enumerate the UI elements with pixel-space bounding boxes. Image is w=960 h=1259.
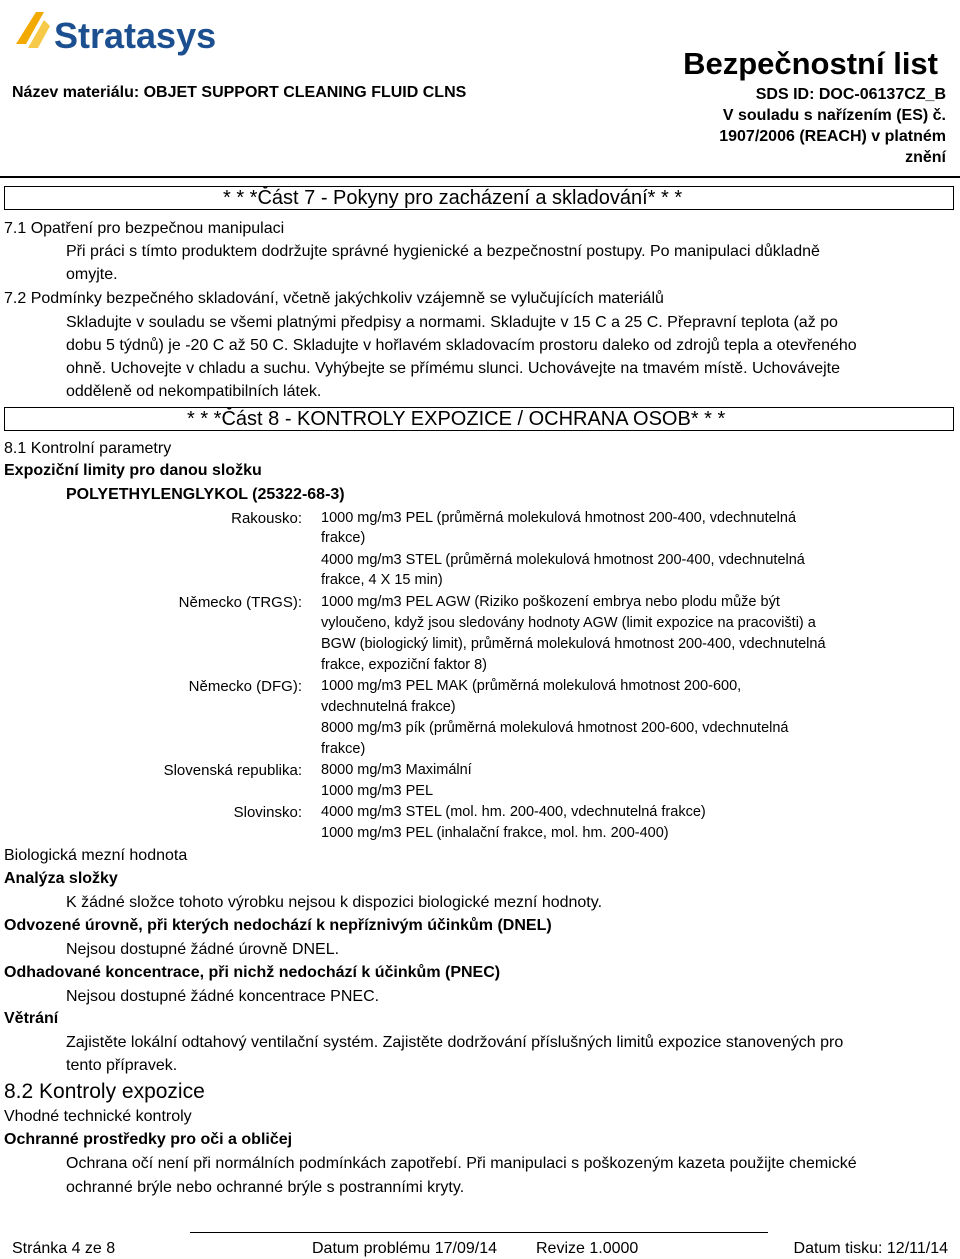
component-name: POLYETHYLENGLYKOL (25322-68-3) bbox=[66, 486, 345, 503]
stratasys-logo-icon bbox=[10, 4, 240, 60]
section-7-1-text-line: omyjte. bbox=[66, 266, 118, 283]
country-label-slovakia: Slovenská republika: bbox=[163, 762, 302, 779]
print-date: Datum tisku: 12/11/14 bbox=[793, 1240, 948, 1257]
limit-value: 4000 mg/m3 STEL (mol. hm. 200-400, vdechnutelná frakce) bbox=[321, 804, 706, 820]
limit-value: frakce, expoziční faktor 8) bbox=[321, 657, 488, 673]
eye-protection-text-line: ochranné brýle nebo ochranné brýle s postranními kryty. bbox=[66, 1179, 465, 1196]
section-7-2-heading: 7.2 Podmínky bezpečného skladování, včetně jakýchkoliv vzájemně se vylučujících materiálů bbox=[4, 290, 664, 307]
engineering-controls-heading: Vhodné technické kontroly bbox=[4, 1108, 192, 1125]
revision: Revize 1.0000 bbox=[536, 1240, 639, 1257]
limit-value: vyloučeno, když jsou sledovány hodnoty AGW (limit expozice na pracovišti) a bbox=[321, 615, 816, 631]
limit-value: 1000 mg/m3 PEL bbox=[321, 783, 434, 799]
document-title: Bezpečnostní list bbox=[683, 46, 938, 81]
header-right-block bbox=[666, 84, 946, 168]
limit-value: 8000 mg/m3 Maximální bbox=[321, 762, 472, 778]
eye-protection-heading: Ochranné prostředky pro oči a obličej bbox=[4, 1131, 293, 1148]
logo-text: Stratasys bbox=[54, 15, 217, 56]
section-8-title: * * *Část 8 - KONTROLY EXPOZICE / OCHRANA OSOB* * * bbox=[187, 408, 726, 430]
section-7-2-text-line: odděleně od nekompatibilních látek. bbox=[66, 383, 322, 400]
ventilation-text-line: tento přípravek. bbox=[66, 1057, 178, 1074]
country-label-slovenia: Slovinsko: bbox=[233, 804, 302, 821]
dnel-heading: Odvozené úrovně, při kterých nedochází k nepříznivým účinkům (DNEL) bbox=[4, 917, 552, 934]
ventilation-text-line: Zajistěte lokální odtahový ventilační systém. Zajistěte dodržování příslušných limitů expozice stanovených pro bbox=[66, 1034, 844, 1051]
regulation-line-2: 1907/2006 (REACH) v platném bbox=[719, 128, 946, 145]
sds-id: SDS ID: DOC-06137CZ_B bbox=[755, 86, 946, 103]
header-divider bbox=[0, 176, 960, 178]
limit-value: 4000 mg/m3 STEL (průměrná molekulová hmotnost 200-400, vdechnutelná bbox=[321, 552, 805, 568]
section-8-1-heading: 8.1 Kontrolní parametry bbox=[4, 440, 172, 457]
pnec-text: Nejsou dostupné žádné koncentrace PNEC. bbox=[66, 988, 380, 1005]
bio-limit-heading: Biologická mezní hodnota bbox=[4, 847, 188, 864]
section-7-2-text-line: Skladujte v souladu se všemi platnými předpisy a normami. Skladujte v 15 C a 25 C. Přepravní teplota (až po bbox=[66, 314, 838, 331]
limit-value: 1000 mg/m3 PEL AGW (Riziko poškození embrya nebo plodu může být bbox=[321, 594, 780, 610]
component-analysis-text: K žádné složce tohoto výrobku nejsou k dispozici biologické mezní hodnoty. bbox=[66, 894, 603, 911]
issue-date: Datum problému 17/09/14 bbox=[312, 1240, 497, 1257]
section-7-2-text-line: dobu 5 týdnů) je -20 C až 50 C. Skladujte v hořlavém skladovacím prostoru daleko od zdrojů tepla a otevřeného bbox=[66, 337, 857, 354]
stratasys-logo bbox=[10, 4, 240, 60]
footer-divider bbox=[190, 1232, 768, 1233]
limit-value: 1000 mg/m3 PEL (inhalační frakce, mol. hm. 200-400) bbox=[321, 825, 669, 841]
material-name: Název materiálu: OBJET SUPPORT CLEANING FLUID CLNS bbox=[12, 84, 467, 101]
section-8-title-box bbox=[4, 407, 954, 431]
limit-value: 8000 mg/m3 pík (průměrná molekulová hmotnost 200-600, vdechnutelná bbox=[321, 720, 789, 736]
section-7-title-box bbox=[4, 186, 954, 210]
page-number: Stránka 4 ze 8 bbox=[12, 1240, 116, 1257]
regulation-line-1: V souladu s nařízením (ES) č. bbox=[722, 107, 946, 124]
section-7-title: * * *Část 7 - Pokyny pro zacházení a skladování* * * bbox=[223, 187, 683, 209]
eye-protection-text-line: Ochrana očí není při normálních podmínkách zapotřebí. Při manipulaci s poškozeným kazeta použijte chemické bbox=[66, 1155, 857, 1172]
limit-value: BGW (biologický limit), průměrná molekulová hmotnost 200-400, vdechnutelná bbox=[321, 636, 826, 652]
country-label-austria: Rakousko: bbox=[231, 510, 302, 527]
exposure-limits-heading: Expoziční limity pro danou složku bbox=[4, 462, 262, 479]
ventilation-heading: Větrání bbox=[4, 1010, 59, 1027]
limit-value: frakce) bbox=[321, 741, 366, 757]
section-7-1-heading: 7.1 Opatření pro bezpečnou manipulaci bbox=[4, 220, 285, 237]
component-analysis-heading: Analýza složky bbox=[4, 870, 118, 887]
limit-value: 1000 mg/m3 PEL MAK (průměrná molekulová hmotnost 200-600, bbox=[321, 678, 742, 694]
country-label-germany-trgs: Německo (TRGS): bbox=[178, 594, 302, 611]
section-7-2-text-line: ohně. Uchovejte v chladu a suchu. Vyhýbejte se přímému slunci. Uchovávejte na tmavém místě. Uchovávejte bbox=[66, 360, 841, 377]
limit-value: frakce) bbox=[321, 530, 366, 546]
dnel-text: Nejsou dostupné žádné úrovně DNEL. bbox=[66, 941, 340, 958]
limit-value: vdechnutelná frakce) bbox=[321, 699, 456, 715]
pnec-heading: Odhadované koncentrace, při nichž nedochází k účinkům (PNEC) bbox=[4, 964, 501, 981]
section-8-2-heading: 8.2 Kontroly expozice bbox=[4, 1080, 205, 1103]
country-label-germany-dfg: Německo (DFG): bbox=[188, 678, 302, 695]
section-7-1-text-line: Při práci s tímto produktem dodržujte správné hygienické a bezpečnostní postupy. Po manipulaci důkladně bbox=[66, 243, 820, 260]
limit-value: 1000 mg/m3 PEL (průměrná molekulová hmotnost 200-400, vdechnutelná bbox=[321, 510, 797, 526]
regulation-line-3: znění bbox=[905, 149, 946, 166]
limit-value: frakce, 4 X 15 min) bbox=[321, 572, 443, 588]
